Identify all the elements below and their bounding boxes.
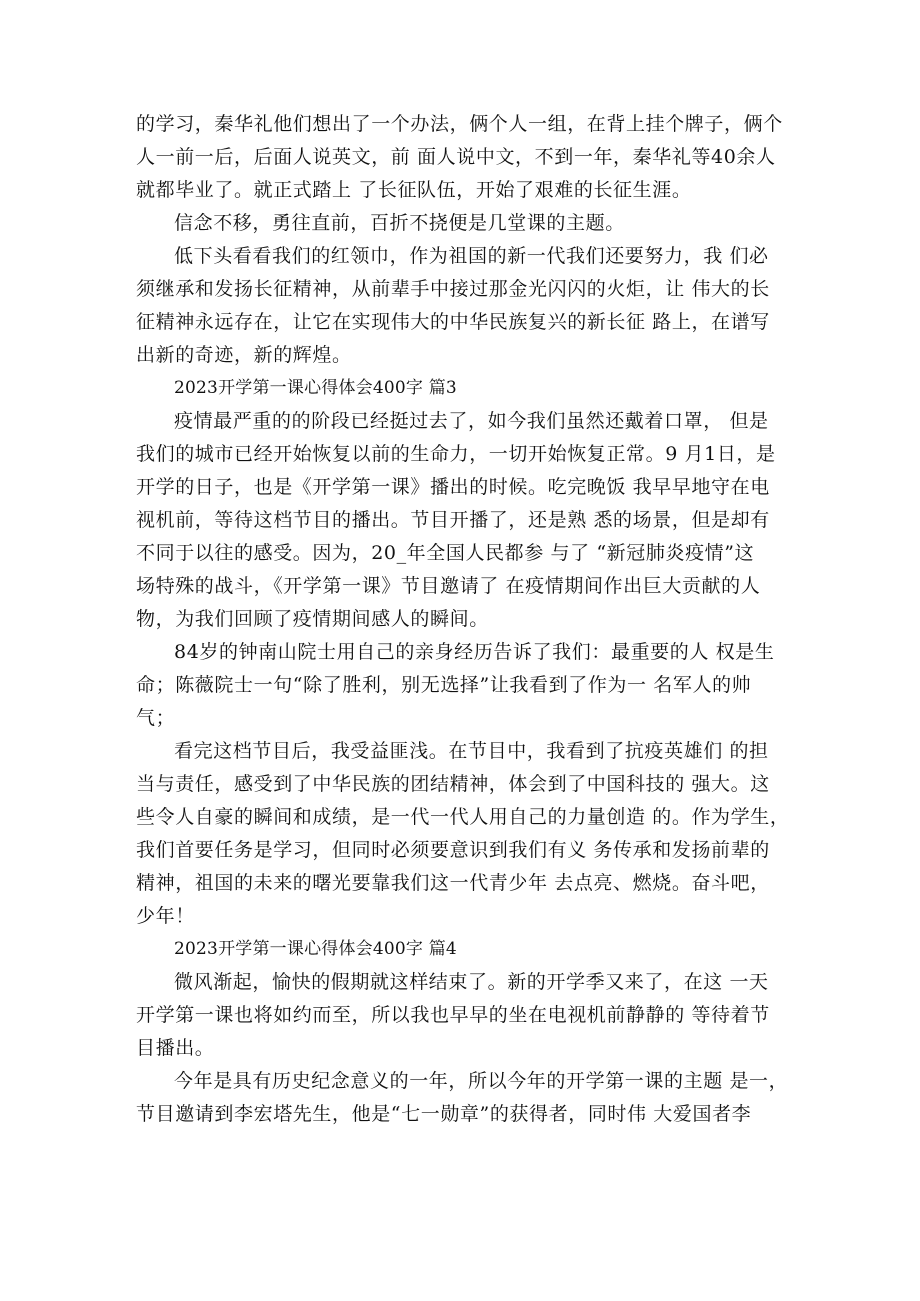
text-line: 开学第一课也将如约而至，所以我也早早的坐在电视机前静静的 等待着节	[136, 1004, 770, 1026]
text-line: 节目邀请到李宏塔先生，他是“七一勋章”的获得者，同时伟 大爱国者李	[136, 1103, 752, 1125]
text-line: 出新的奇迹，新的辉煌。	[136, 344, 352, 366]
section-heading	[136, 372, 796, 405]
document-body	[136, 108, 796, 1131]
body-paragraph	[136, 207, 796, 240]
text-line: 目播出。	[136, 1037, 215, 1059]
text-line: 今年是具有历史纪念意义的一年，所以今年的开学第一课的主题 是一，	[174, 1070, 789, 1092]
text-line: 微风渐起，愉快的假期就这样结束了。新的开学季又来了，在这 一天	[174, 971, 769, 993]
text-line: 2023开学第一课心得体会400字 篇3	[174, 378, 457, 398]
body-paragraph	[136, 240, 796, 372]
section-heading	[136, 933, 796, 966]
text-line: 信念不移，勇往直前，百折不挠便是几堂课的主题。	[174, 212, 625, 234]
body-paragraph	[136, 1065, 796, 1131]
text-line: 人一前一后，后面人说英文，前 面人说中文，不到一年，秦华礼等40余人	[136, 146, 776, 168]
text-line: 的学习，秦华礼他们想出了一个办法，俩个人一组，在背上挂个牌子，俩个	[136, 113, 783, 135]
text-line: 精神，祖国的未来的曙光要靠我们这一代青少年 去点亮、燃烧。奋斗吧，	[136, 872, 770, 894]
body-paragraph	[136, 735, 796, 933]
body-paragraph	[136, 108, 796, 207]
text-line: 开学的日子，也是《开学第一课》播出的时候。吃完晚饭 我早早地守在电	[136, 476, 770, 498]
text-line: 征精神永远存在，让它在实现伟大的中华民族复兴的新长征 路上，在谱写	[136, 311, 770, 333]
text-line: 我们首要任务是学习，但同时必须要意识到我们有义 务传承和发扬前辈的	[136, 839, 770, 861]
body-paragraph	[136, 636, 796, 735]
text-line: 物，为我们回顾了疫情期间感人的瞬间。	[136, 608, 489, 630]
text-line: 疫情最严重的的阶段已经挺过去了，如今我们虽然还戴着口罩， 但是	[174, 410, 769, 432]
text-line: 少年！	[136, 905, 195, 927]
text-line: 当与责任，感受到了中华民族的团结精神，体会到了中国科技的 强大。这	[136, 773, 770, 795]
text-line: 须继承和发扬长征精神，从前辈手中接过那金光闪闪的火炬，让 伟大的长	[136, 278, 770, 300]
body-paragraph	[136, 966, 796, 1065]
text-line: 我们的城市已经开始恢复以前的生命力，一切开始恢复正常。9 月1日，是	[136, 443, 776, 465]
body-paragraph	[136, 405, 796, 636]
text-line: 84岁的钟南山院士用自己的亲身经历告诉了我们：最重要的人 权是生	[174, 641, 775, 663]
text-line: 场特殊的战斗，《开学第一课》节目邀请了 在疫情期间作出巨大贡献的人	[136, 575, 761, 597]
text-line: 气；	[136, 707, 176, 729]
text-line: 不同于以往的感受。因为，20_年全国人民都参 与了 “新冠肺炎疫情”这	[136, 542, 755, 564]
text-line: 些令人自豪的瞬间和成绩，是一代一代人用自己的力量创造 的。作为学生，	[136, 806, 790, 828]
text-line: 2023开学第一课心得体会400字 篇4	[174, 939, 457, 959]
text-line: 看完这档节目后，我受益匪浅。在节目中，我看到了抗疫英雄们 的担	[174, 740, 769, 762]
text-line: 就都毕业了。就正式踏上 了长征队伍，开始了艰难的长征生涯。	[136, 179, 692, 201]
text-line: 命；陈薇院士一句“除了胜利，别无选择”让我看到了作为一 名军人的帅	[136, 674, 752, 696]
text-line: 低下头看看我们的红领巾，作为祖国的新一代我们还要努力，我 们必	[174, 245, 769, 267]
text-line: 视机前，等待这档节目的播出。节目开播了，还是熟 悉的场景，但是却有	[136, 509, 770, 531]
